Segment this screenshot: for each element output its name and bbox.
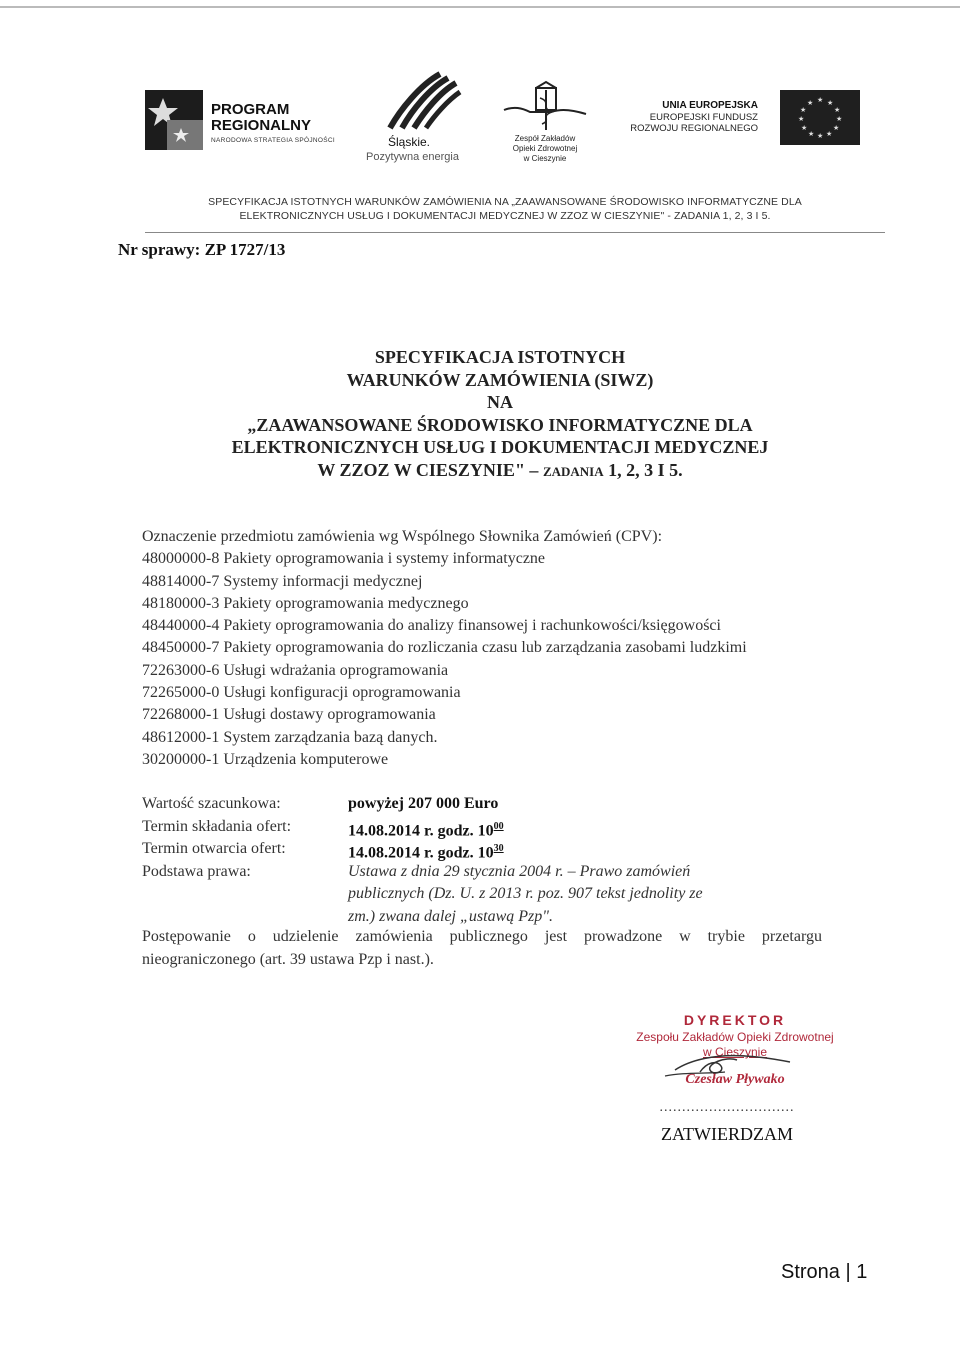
program-line2: REGIONALNY — [211, 117, 312, 134]
zzoz-line2: Opieki Zdrowotnej — [512, 144, 578, 153]
svg-text:★: ★ — [808, 130, 815, 138]
opening-date-label: Termin otwarcia ofert: — [142, 840, 286, 857]
zzoz-logo — [500, 80, 590, 165]
legal-basis-line3: zm.) zwana dalej „ustawą Pzp". — [348, 907, 553, 925]
svg-text:★: ★ — [817, 132, 824, 140]
program-regionalny-emblem — [145, 90, 203, 150]
title-line4: „ZAAWANSOWANE ŚRODOWISKO INFORMATYCZNE DLA — [247, 414, 753, 435]
cpv-intro: Oznaczenie przedmiotu zamówienia wg Wspólnego Słownika Zamówień (CPV): — [142, 528, 663, 545]
zzoz-line3: w Cieszynie — [523, 154, 567, 163]
header-line2: ELEKTRONICZNYCH USŁUG I DOKUMENTACJI MEDYCZNEJ W ZZOZ W CIESZYNIE" - ZADANIA 1, 2, 3 I 5. — [239, 210, 771, 222]
svg-text:★: ★ — [800, 106, 807, 114]
opening-date-row — [142, 838, 842, 861]
estimated-value-row — [142, 793, 842, 816]
svg-text:★: ★ — [801, 124, 808, 132]
list-item: 48612000-1 System zarządzania bazą danych. — [142, 728, 438, 746]
list-item: 72268000-1 Usługi dostawy oprogramowania — [142, 706, 436, 724]
slaskie-stripes-icon — [360, 70, 475, 132]
cpv-list — [142, 526, 902, 771]
legal-basis-row — [142, 861, 842, 928]
stamp-name: Czesław Pływako — [685, 1072, 785, 1087]
opening-minutes: 30 — [493, 843, 504, 854]
list-item: 48000000-8 Pakiety oprogramowania i systemy informatyczne — [142, 550, 546, 568]
svg-text:★: ★ — [798, 115, 805, 123]
list-item: 72265000-0 Usługi konfiguracji oprogramowania — [142, 684, 461, 702]
eu-line1: UNIA EUROPEJSKA — [662, 100, 758, 111]
svg-text:★: ★ — [826, 130, 833, 138]
page-number: Strona | 1 — [781, 1261, 868, 1283]
program-subtitle: NARODOWA STRATEGIA SPÓJNOŚCI — [211, 137, 335, 144]
approved-label: ZATWIERDZAM — [661, 1124, 793, 1144]
estimated-value-label: Wartość szacunkowa: — [142, 795, 281, 812]
svg-text:★: ★ — [834, 106, 841, 114]
submission-deadline-label: Termin składania ofert: — [142, 817, 292, 835]
svg-text:★: ★ — [836, 115, 843, 123]
program-regionalny-logo — [145, 90, 355, 150]
eu-flag-icon — [780, 90, 860, 145]
svg-text:★: ★ — [827, 99, 834, 107]
submission-deadline-row — [142, 816, 842, 839]
handwritten-signature-icon — [655, 1042, 795, 1082]
title-line5: ELEKTRONICZNYCH USŁUG I DOKUMENTACJI MEDYCZNEJ — [231, 437, 769, 457]
title-line2: WARUNKÓW ZAMÓWIENIA (SIWZ) — [346, 369, 654, 390]
document-title — [150, 346, 850, 483]
opening-date-value: 14.08.2014 r. godz. 10 — [348, 844, 494, 862]
title-line6-tasks: ZADANIA — [542, 463, 604, 479]
list-item: 48814000-7 Systemy informacji medycznej — [142, 572, 423, 590]
stamp-org-line1: Zespołu Zakładów Opieki Zdrowotnej — [636, 1030, 834, 1044]
header-specification-text — [145, 195, 865, 223]
list-item: 30200000-1 Urządzenia komputerowe — [142, 750, 389, 768]
eu-line2: EUROPEJSKI FUNDUSZ — [649, 112, 758, 123]
submission-minutes: 00 — [493, 820, 504, 832]
eu-line3: ROZWOJU REGIONALNEGO — [630, 123, 758, 134]
legal-basis — [348, 861, 828, 929]
program-line1: PROGRAM — [211, 101, 290, 118]
stamp-org-line2: w Cieszynie — [702, 1045, 768, 1059]
title-line6 — [150, 459, 850, 484]
svg-text:★: ★ — [817, 96, 824, 104]
tender-info — [142, 793, 842, 928]
program-regionalny-title — [211, 102, 311, 134]
estimated-value: powyżej 207 000 Euro — [348, 795, 499, 812]
header-divider — [145, 232, 885, 233]
slaskie-slogan: Pozytywna energia — [366, 151, 459, 163]
title-line6-numbers: 1, 2, 3 I 5. — [608, 459, 683, 480]
legal-basis-label: Podstawa prawa: — [142, 862, 251, 880]
title-line6-main: W ZZOZ W CIESZYNIE" – — [317, 459, 539, 480]
signature-line: .............................. — [659, 1100, 795, 1115]
case-number: Nr sprawy: ZP 1727/13 — [118, 240, 286, 259]
zzoz-line1: Zespół Zakładów — [514, 134, 576, 143]
list-item: 48180000-3 Pakiety oprogramowania medycznego — [142, 594, 469, 612]
slaskie-logo — [360, 70, 475, 165]
legal-basis-line2: publicznych (Dz. U. z 2013 r. poz. 907 tekst jednolity ze — [348, 885, 703, 902]
list-item: 72263000-6 Usługi wdrażania oprogramowania — [142, 661, 449, 679]
submission-date: 14.08.2014 r. godz. 10 — [348, 821, 494, 839]
legal-basis-line1: Ustawa z dnia 29 stycznia 2004 r. – Prawo zamówień — [348, 862, 691, 880]
slaskie-name: Śląskie. — [388, 135, 431, 149]
svg-text:★: ★ — [807, 99, 814, 107]
list-item: 48450000-7 Pakiety oprogramowania do rozliczania czasu lub zarządzania zasobami ludzkimi — [142, 639, 747, 657]
svg-text:★: ★ — [833, 124, 840, 132]
procedure-paragraph: Postępowanie o udzielenie zamówienia publicznego jest prowadzone w trybie przetargu nieograniczonego (art. 39 ustawa Pzp i nast.). — [142, 928, 822, 968]
title-line1: SPECYFIKACJA ISTOTNYCH — [374, 347, 626, 367]
scan-top-line — [0, 6, 960, 8]
title-line3: NA — [487, 392, 513, 412]
stamp-title: DYREKTOR — [683, 1012, 787, 1028]
caduceus-building-icon — [500, 80, 590, 132]
eu-logo — [605, 90, 860, 145]
list-item: 48440000-4 Pakiety oprogramowania do analizy finansowej i rachunkowości/księgowości — [142, 617, 721, 635]
header-line1: SPECYFIKACJA ISTOTNYCH WARUNKÓW ZAMÓWIENIA NA „ZAAWANSOWANE ŚRODOWISKO INFORMATYCZNE DLA — [208, 196, 802, 208]
